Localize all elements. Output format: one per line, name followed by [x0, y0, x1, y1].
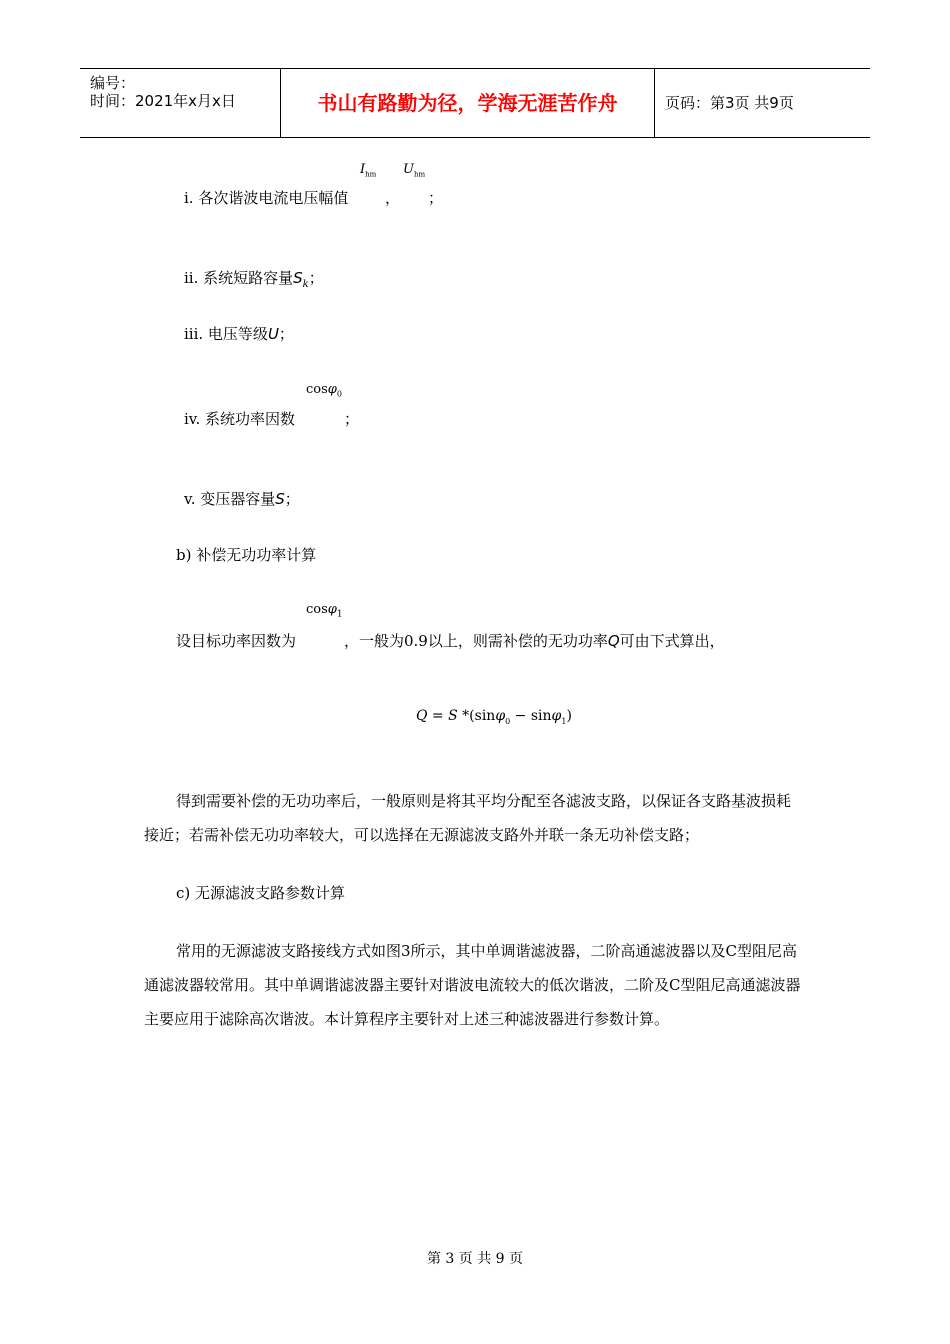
- harmonic-current-symbol: $I_{hm}$: [360, 162, 377, 179]
- item-iii-label: iii. 电压等级: [184, 325, 268, 343]
- item-v-label: v. 变压器容量: [184, 490, 276, 508]
- item-ii-sub: k: [302, 279, 309, 290]
- item-v-var: S: [275, 490, 285, 508]
- harmonic-voltage-symbol: $U_{hm}$: [403, 162, 426, 179]
- paragraph-distribution: 得到需要补偿的无功功率后，一般原则是将其平均分配至各滤波支路，以保证各支路基波损耗接近；若需补偿无功功率较大，可以选择在无源滤波支路外并联一条无功补偿支路；: [144, 792, 792, 844]
- item-ii: [184, 268, 324, 295]
- target-pf-text-b-2: 可由下式算出，: [619, 632, 725, 650]
- date-label: 时间：2021年x月x日: [90, 92, 236, 110]
- item-ii-label: ii. 系统短路容量: [184, 269, 294, 287]
- item-v-end: ；: [284, 490, 300, 508]
- section-b-title: b) 补偿无功功率计算: [176, 546, 317, 564]
- item-i-comma: ，: [385, 189, 401, 207]
- paragraph-filters: 常用的无源滤波支路接线方式如图3所示，其中单调谐滤波器，二阶高通滤波器以及C型阻尼高通滤波器较常用。其中单调谐滤波器主要针对谐波电流较大的低次谐波，二阶及C型阻尼高通滤波器主要应用于滤除高次谐波。本计算程序主要针对上述三种滤波器进行参数计算。: [144, 942, 801, 1028]
- header-page-info: 页码：第3页 共9页: [665, 94, 794, 112]
- cos-phi0-symbol: cosφ$_0$: [306, 382, 342, 399]
- item-ii-var: S: [293, 269, 303, 287]
- target-pf-var: Q: [607, 632, 620, 650]
- section-c-title: c) 无源滤波支路参数计算: [176, 884, 346, 902]
- item-ii-end: ；: [308, 269, 324, 287]
- item-iii: [184, 324, 294, 344]
- item-i-end: ；: [428, 189, 444, 207]
- item-iii-var: U: [267, 325, 279, 343]
- header-motto: 书山有路勤为径，学海无涯苦作舟: [281, 69, 655, 137]
- target-pf-text-b-1: ，一般为0.9以上，则需补偿的无功功率: [344, 632, 608, 650]
- item-i-label: i. 各次谐波电流电压幅值: [184, 189, 349, 207]
- serial-label: 编号：: [90, 74, 136, 92]
- page-header: [80, 68, 870, 138]
- item-iv-end: ；: [344, 410, 360, 428]
- cos-phi1-symbol: cosφ$_1$: [306, 602, 343, 620]
- target-pf-text-b: [344, 631, 725, 651]
- item-iii-end: ；: [278, 325, 294, 343]
- reactive-power-formula: Q = S *(sinφ$_0$ − sinφ$_1$): [416, 708, 572, 726]
- page-footer: 第 3 页 共 9 页: [426, 1251, 524, 1267]
- target-pf-text-a: 设目标功率因数为: [176, 632, 297, 650]
- item-iv-label: iv. 系统功率因数: [184, 410, 296, 428]
- item-v: [184, 489, 300, 509]
- header-info-cell: [80, 69, 281, 137]
